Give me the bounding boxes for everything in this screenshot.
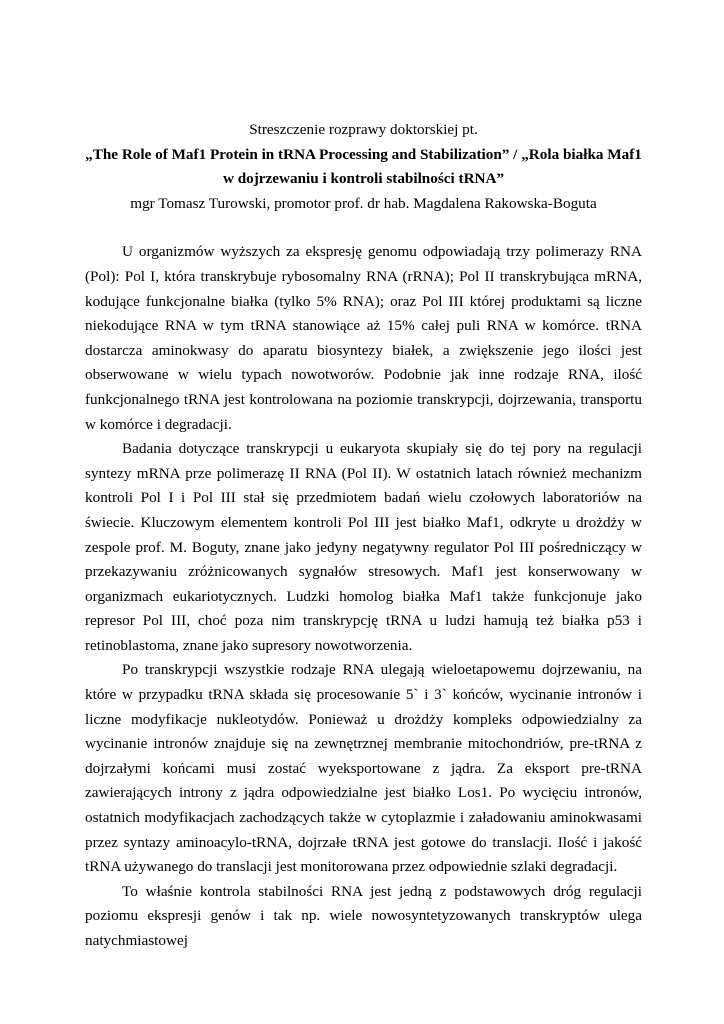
document-title: „The Role of Maf1 Protein in tRNA Processing and Stabilization” / „Rola białka Maf1 w dojrzewaniu i kontroli stabilności tRNA” [85, 145, 642, 188]
document-header [85, 118, 642, 216]
document-subtitle: Streszczenie rozprawy doktorskiej pt. [249, 121, 478, 138]
paragraph: To właśnie kontrola stabilności RNA jest jedną z podstawowych dróg regulacji poziomu ekspresji genów i tak np. wiele nowosyntetyzowanych transkryptów ulega natychmiastowej [85, 882, 642, 949]
document-page [85, 118, 642, 954]
paragraph: Po transkrypcji wszystkie rodzaje RNA ulegają wieloetapowemu dojrzewaniu, na które w przypadku tRNA składa się procesowanie 5` i 3` końców, wycinanie intronów i liczne modyfikacje nukleotydów. Ponieważ u drożdży kompleks odpowiedzialny za wycinanie intronów znajduje się na zewnętrznej membranie mitochondriów, pre-tRNA z dojrzałymi końcami musi zostać wyeksportowane z jądra. Za eksport pre-tRNA zawierających introny z jądra odpowiedzialne jest białko Los1. Po wycięciu intronów, ostatnich modyfikacjach zachodzących także w cytoplazmie i załadowaniu aminokwasami przez syntazy aminoacylo-tRNA, dojrzałe tRNA jest gotowe do translacji. Ilość i jakość tRNA używanego do translacji jest monitorowana przez odpowiednie szlaki degradacji. [85, 661, 642, 876]
paragraph: Badania dotyczące transkrypcji u eukaryota skupiały się do tej pory na regulacji syntezy mRNA prze polimerazę II RNA (Pol II). W ostatnich latach również mechanizm kontroli Pol I i Pol III stał się przedmiotem badań wielu czołowych laboratoriów na świecie. Kluczowym elementem kontroli Pol III jest białko Maf1, odkryte u drożdży w zespole prof. M. Boguty, znane jako jedyny negatywny regulator Pol III pośredniczący w przekazywaniu zróżnicowanych sygnałów stresowych. Maf1 jest konserwowany w organizmach eukariotycznych. Ludzki homolog białka Maf1 także funkcjonuje jako represor Pol III, choć poza nim transkrypcję tRNA u ludzi hamują też białka p53 i retinoblastoma, znane jako supresory nowotworzenia. [85, 440, 642, 654]
document-authors: mgr Tomasz Turowski, promotor prof. dr hab. Magdalena Rakowska-Boguta [130, 194, 597, 212]
paragraph: U organizmów wyższych za ekspresję genomu odpowiadają trzy polimerazy RNA (Pol): Pol I, która transkrybuje rybosomalny RNA (rRNA); Pol II transkrybująca mRNA, kodujące funkcjonalne białka (tylko 5% RNA); oraz Pol III której produktami są liczne niekodujące RNA w tym tRNA stanowiące aż 15% całej puli RNA w komórce. tRNA dostarcza aminokwasy do aparatu biosyntezy białek, a zwiększenie jego ilości jest obserwowane w wielu typach nowotworów. Podobnie jak inne rodzaje RNA, ilość funkcjonalnego tRNA jest kontrolowana na poziomie transkrypcji, dojrzewania, transportu w komórce i degradacji. [85, 243, 642, 433]
